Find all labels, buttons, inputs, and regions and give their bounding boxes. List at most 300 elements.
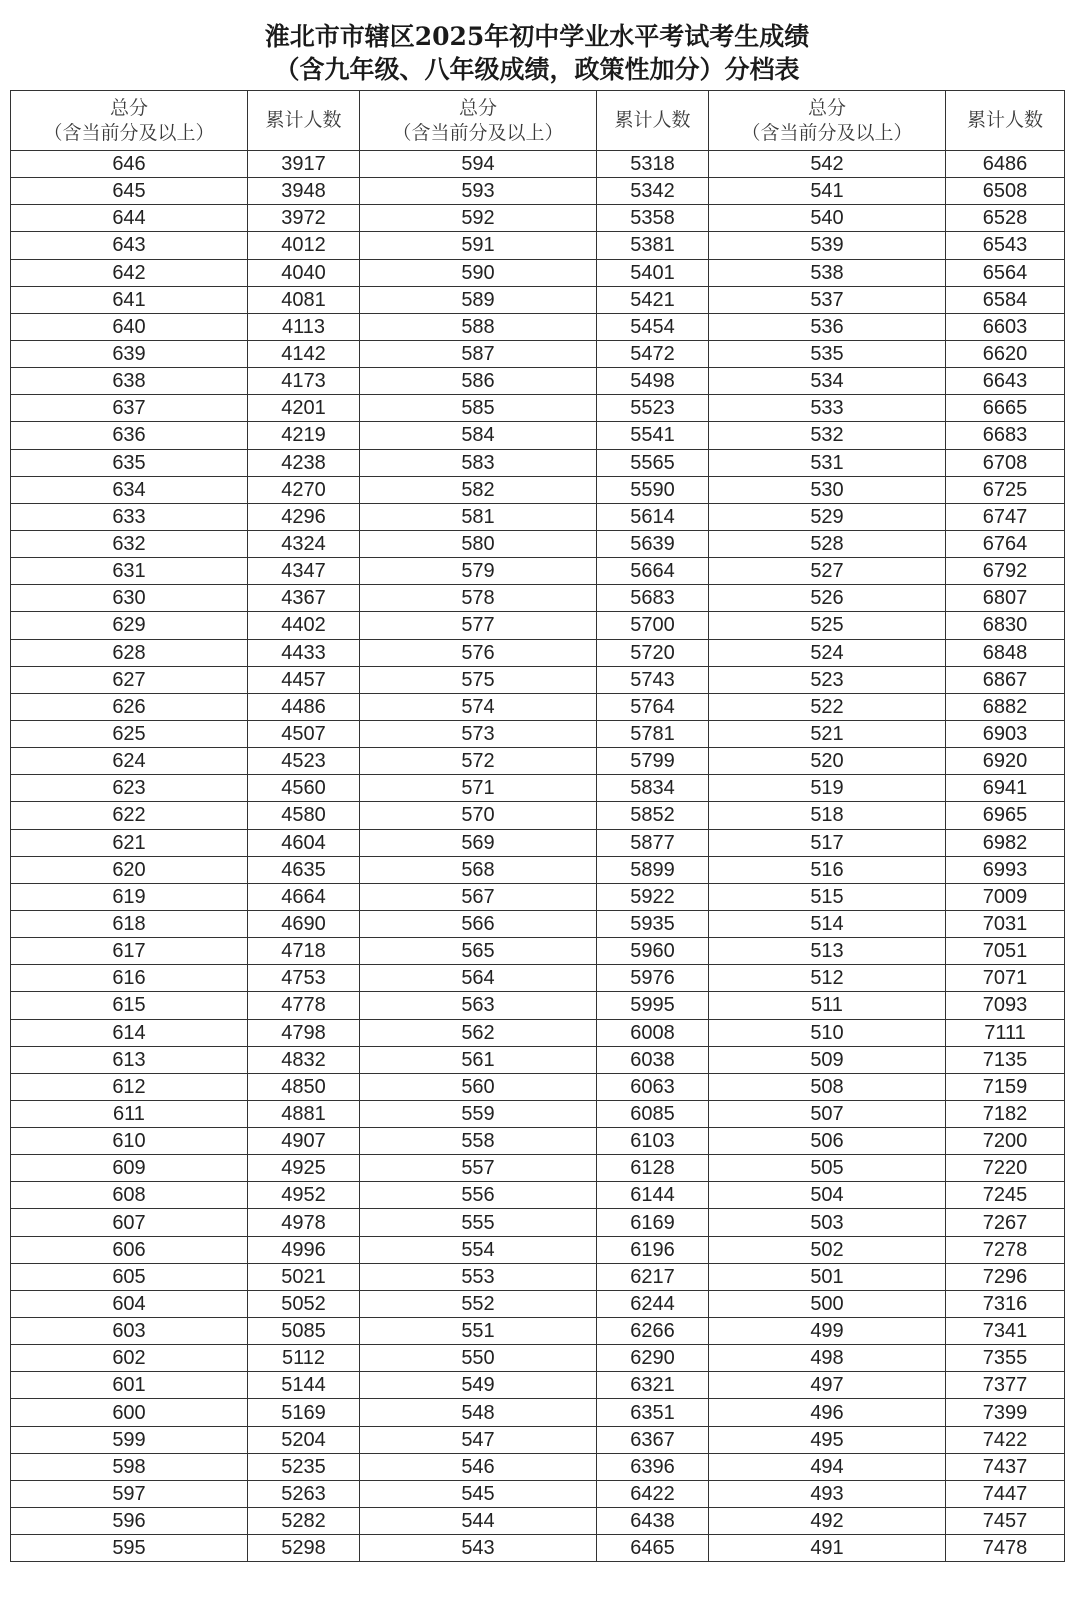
count-cell: 4347 [248, 558, 360, 585]
count-cell: 4201 [248, 395, 360, 422]
count-cell: 4798 [248, 1019, 360, 1046]
count-cell: 5523 [597, 395, 709, 422]
score-cell: 613 [11, 1046, 248, 1073]
count-cell: 5342 [597, 178, 709, 205]
score-cell: 612 [11, 1073, 248, 1100]
score-cell: 554 [360, 1236, 597, 1263]
count-cell: 5021 [248, 1263, 360, 1290]
count-cell: 4952 [248, 1182, 360, 1209]
count-cell: 7447 [946, 1480, 1065, 1507]
score-header-note: （含当前分及以上） [43, 121, 215, 144]
count-cell: 4560 [248, 775, 360, 802]
score-cell: 618 [11, 910, 248, 937]
count-cell: 6584 [946, 286, 1065, 313]
score-cell: 595 [11, 1535, 248, 1562]
document-subtitle: （含九年级、八年级成绩，政策性加分）分档表 [274, 55, 800, 84]
count-cell: 4081 [248, 286, 360, 313]
count-cell: 4925 [248, 1155, 360, 1182]
table-row [11, 775, 1065, 802]
count-cell: 6747 [946, 503, 1065, 530]
score-cell: 512 [709, 965, 946, 992]
score-cell: 494 [709, 1453, 946, 1480]
score-cell: 601 [11, 1372, 248, 1399]
score-cell: 532 [709, 422, 946, 449]
score-cell: 634 [11, 476, 248, 503]
count-cell: 6244 [597, 1290, 709, 1317]
score-cell: 642 [11, 259, 248, 286]
score-cell: 565 [360, 938, 597, 965]
score-cell: 644 [11, 205, 248, 232]
score-cell: 506 [709, 1128, 946, 1155]
count-cell: 4778 [248, 992, 360, 1019]
score-cell: 504 [709, 1182, 946, 1209]
score-cell: 617 [11, 938, 248, 965]
table-row [11, 910, 1065, 937]
score-cell: 599 [11, 1426, 248, 1453]
document-title: 淮北市市辖区2025年初中学业水平考试考生成绩 [264, 22, 810, 51]
count-cell: 4580 [248, 802, 360, 829]
count-column-header: 累计人数 [597, 91, 709, 151]
table-row [11, 1019, 1065, 1046]
count-cell: 7316 [946, 1290, 1065, 1317]
score-cell: 589 [360, 286, 597, 313]
table-row [11, 1182, 1065, 1209]
score-cell: 567 [360, 883, 597, 910]
table-row [11, 585, 1065, 612]
count-cell: 7031 [946, 910, 1065, 937]
count-cell: 7200 [946, 1128, 1065, 1155]
count-cell: 5683 [597, 585, 709, 612]
score-cell: 538 [709, 259, 946, 286]
score-cell: 593 [360, 178, 597, 205]
score-cell: 560 [360, 1073, 597, 1100]
score-cell: 491 [709, 1535, 946, 1562]
count-cell: 5664 [597, 558, 709, 585]
score-column-header [360, 91, 597, 151]
score-cell: 622 [11, 802, 248, 829]
count-cell: 6903 [946, 720, 1065, 747]
score-cell: 606 [11, 1236, 248, 1263]
table-row [11, 178, 1065, 205]
table-row [11, 422, 1065, 449]
score-cell: 577 [360, 612, 597, 639]
score-cell: 575 [360, 666, 597, 693]
score-cell: 499 [709, 1318, 946, 1345]
score-cell: 510 [709, 1019, 946, 1046]
score-cell: 572 [360, 748, 597, 775]
score-header-label: 总分 [109, 96, 148, 119]
table-row [11, 395, 1065, 422]
score-cell: 639 [11, 340, 248, 367]
score-cell: 516 [709, 856, 946, 883]
score-cell: 545 [360, 1480, 597, 1507]
score-cell: 628 [11, 639, 248, 666]
count-cell: 4604 [248, 829, 360, 856]
score-cell: 632 [11, 530, 248, 557]
score-cell: 503 [709, 1209, 946, 1236]
score-cell: 501 [709, 1263, 946, 1290]
count-cell: 7278 [946, 1236, 1065, 1263]
table-row [11, 449, 1065, 476]
score-cell: 533 [709, 395, 946, 422]
score-cell: 588 [360, 313, 597, 340]
score-cell: 581 [360, 503, 597, 530]
count-cell: 5421 [597, 286, 709, 313]
count-cell: 7220 [946, 1155, 1065, 1182]
score-cell: 574 [360, 693, 597, 720]
score-cell: 605 [11, 1263, 248, 1290]
count-cell: 7009 [946, 883, 1065, 910]
score-cell: 498 [709, 1345, 946, 1372]
count-cell: 6965 [946, 802, 1065, 829]
score-cell: 558 [360, 1128, 597, 1155]
count-cell: 4996 [248, 1236, 360, 1263]
count-cell: 5169 [248, 1399, 360, 1426]
score-cell: 580 [360, 530, 597, 557]
count-cell: 5995 [597, 992, 709, 1019]
table-row [11, 1480, 1065, 1507]
count-cell: 7159 [946, 1073, 1065, 1100]
table-row [11, 829, 1065, 856]
count-cell: 5401 [597, 259, 709, 286]
score-cell: 630 [11, 585, 248, 612]
count-cell: 6792 [946, 558, 1065, 585]
count-cell: 6543 [946, 232, 1065, 259]
count-cell: 6266 [597, 1318, 709, 1345]
count-cell: 5935 [597, 910, 709, 937]
score-cell: 615 [11, 992, 248, 1019]
count-cell: 6920 [946, 748, 1065, 775]
count-cell: 6422 [597, 1480, 709, 1507]
score-cell: 566 [360, 910, 597, 937]
count-cell: 6169 [597, 1209, 709, 1236]
count-cell: 4324 [248, 530, 360, 557]
count-cell: 4457 [248, 666, 360, 693]
count-cell: 5112 [248, 1345, 360, 1372]
count-cell: 5960 [597, 938, 709, 965]
score-cell: 626 [11, 693, 248, 720]
score-cell: 563 [360, 992, 597, 1019]
score-cell: 544 [360, 1508, 597, 1535]
score-cell: 609 [11, 1155, 248, 1182]
score-cell: 570 [360, 802, 597, 829]
count-cell: 6708 [946, 449, 1065, 476]
count-cell: 3948 [248, 178, 360, 205]
count-cell: 7399 [946, 1399, 1065, 1426]
score-cell: 515 [709, 883, 946, 910]
score-cell: 608 [11, 1182, 248, 1209]
count-cell: 5498 [597, 368, 709, 395]
table-row [11, 205, 1065, 232]
count-cell: 5358 [597, 205, 709, 232]
count-cell: 6807 [946, 585, 1065, 612]
count-cell: 6683 [946, 422, 1065, 449]
score-cell: 543 [360, 1535, 597, 1562]
count-cell: 7457 [946, 1508, 1065, 1535]
table-row [11, 1508, 1065, 1535]
score-cell: 524 [709, 639, 946, 666]
score-header-label: 总分 [807, 96, 846, 119]
count-cell: 6321 [597, 1372, 709, 1399]
table-row [11, 1046, 1065, 1073]
score-cell: 629 [11, 612, 248, 639]
count-cell: 6085 [597, 1100, 709, 1127]
score-cell: 586 [360, 368, 597, 395]
score-cell: 500 [709, 1290, 946, 1317]
score-cell: 531 [709, 449, 946, 476]
score-cell: 578 [360, 585, 597, 612]
score-cell: 520 [709, 748, 946, 775]
table-row [11, 368, 1065, 395]
score-cell: 579 [360, 558, 597, 585]
count-cell: 5204 [248, 1426, 360, 1453]
count-cell: 4907 [248, 1128, 360, 1155]
table-row [11, 259, 1065, 286]
table-row [11, 693, 1065, 720]
table-row [11, 1372, 1065, 1399]
score-cell: 604 [11, 1290, 248, 1317]
table-row [11, 666, 1065, 693]
count-cell: 7267 [946, 1209, 1065, 1236]
count-cell: 7051 [946, 938, 1065, 965]
score-cell: 527 [709, 558, 946, 585]
count-cell: 5381 [597, 232, 709, 259]
table-row [11, 530, 1065, 557]
table-row [11, 232, 1065, 259]
table-row [11, 938, 1065, 965]
score-cell: 623 [11, 775, 248, 802]
count-cell: 4753 [248, 965, 360, 992]
count-cell: 5781 [597, 720, 709, 747]
count-cell: 4523 [248, 748, 360, 775]
table-row [11, 1128, 1065, 1155]
count-cell: 6882 [946, 693, 1065, 720]
table-row [11, 1155, 1065, 1182]
count-cell: 7422 [946, 1426, 1065, 1453]
score-cell: 517 [709, 829, 946, 856]
score-cell: 495 [709, 1426, 946, 1453]
score-column-header [709, 91, 946, 151]
score-cell: 540 [709, 205, 946, 232]
count-cell: 4040 [248, 259, 360, 286]
score-cell: 559 [360, 1100, 597, 1127]
table-row [11, 883, 1065, 910]
score-cell: 598 [11, 1453, 248, 1480]
count-cell: 7093 [946, 992, 1065, 1019]
count-cell: 4296 [248, 503, 360, 530]
table-row [11, 476, 1065, 503]
score-cell: 627 [11, 666, 248, 693]
count-cell: 4012 [248, 232, 360, 259]
count-cell: 7377 [946, 1372, 1065, 1399]
score-cell: 550 [360, 1345, 597, 1372]
score-cell: 553 [360, 1263, 597, 1290]
score-cell: 592 [360, 205, 597, 232]
score-cell: 528 [709, 530, 946, 557]
score-cell: 505 [709, 1155, 946, 1182]
score-cell: 600 [11, 1399, 248, 1426]
count-cell: 4881 [248, 1100, 360, 1127]
score-cell: 522 [709, 693, 946, 720]
count-cell: 4635 [248, 856, 360, 883]
score-cell: 537 [709, 286, 946, 313]
count-cell: 5085 [248, 1318, 360, 1345]
score-cell: 547 [360, 1426, 597, 1453]
table-header-row [11, 91, 1065, 151]
count-cell: 6290 [597, 1345, 709, 1372]
score-cell: 511 [709, 992, 946, 1019]
count-cell: 7478 [946, 1535, 1065, 1562]
score-cell: 576 [360, 639, 597, 666]
score-header-note: （含当前分及以上） [741, 121, 913, 144]
count-cell: 7071 [946, 965, 1065, 992]
score-cell: 569 [360, 829, 597, 856]
count-cell: 6564 [946, 259, 1065, 286]
count-cell: 4832 [248, 1046, 360, 1073]
score-cell: 496 [709, 1399, 946, 1426]
count-cell: 4367 [248, 585, 360, 612]
score-cell: 497 [709, 1372, 946, 1399]
count-cell: 4270 [248, 476, 360, 503]
count-cell: 6620 [946, 340, 1065, 367]
score-cell: 621 [11, 829, 248, 856]
count-cell: 5720 [597, 639, 709, 666]
table-row [11, 558, 1065, 585]
score-column-header [11, 91, 248, 151]
count-cell: 5565 [597, 449, 709, 476]
score-cell: 597 [11, 1480, 248, 1507]
score-cell: 536 [709, 313, 946, 340]
count-cell: 7245 [946, 1182, 1065, 1209]
count-cell: 6982 [946, 829, 1065, 856]
count-cell: 5282 [248, 1508, 360, 1535]
score-cell: 638 [11, 368, 248, 395]
count-cell: 7135 [946, 1046, 1065, 1073]
score-cell: 610 [11, 1128, 248, 1155]
count-cell: 4664 [248, 883, 360, 910]
count-cell: 5318 [597, 151, 709, 178]
score-cell: 562 [360, 1019, 597, 1046]
score-cell: 571 [360, 775, 597, 802]
count-cell: 6603 [946, 313, 1065, 340]
score-cell: 582 [360, 476, 597, 503]
score-cell: 591 [360, 232, 597, 259]
score-cell: 521 [709, 720, 946, 747]
score-cell: 616 [11, 965, 248, 992]
count-cell: 5298 [248, 1535, 360, 1562]
table-row [11, 1263, 1065, 1290]
score-cell: 492 [709, 1508, 946, 1535]
table-row [11, 1426, 1065, 1453]
score-cell: 619 [11, 883, 248, 910]
score-cell: 587 [360, 340, 597, 367]
count-cell: 5834 [597, 775, 709, 802]
score-cell: 539 [709, 232, 946, 259]
count-cell: 6103 [597, 1128, 709, 1155]
score-cell: 525 [709, 612, 946, 639]
score-cell: 534 [709, 368, 946, 395]
count-cell: 5976 [597, 965, 709, 992]
score-cell: 541 [709, 178, 946, 205]
score-cell: 508 [709, 1073, 946, 1100]
score-cell: 643 [11, 232, 248, 259]
table-row [11, 748, 1065, 775]
table-row [11, 856, 1065, 883]
score-cell: 557 [360, 1155, 597, 1182]
score-header-note: （含当前分及以上） [392, 121, 564, 144]
table-row [11, 802, 1065, 829]
score-cell: 568 [360, 856, 597, 883]
count-cell: 7111 [946, 1019, 1065, 1046]
count-cell: 4113 [248, 313, 360, 340]
score-cell: 561 [360, 1046, 597, 1073]
count-cell: 5743 [597, 666, 709, 693]
count-cell: 5263 [248, 1480, 360, 1507]
score-cell: 551 [360, 1318, 597, 1345]
count-cell: 6528 [946, 205, 1065, 232]
score-cell: 603 [11, 1318, 248, 1345]
score-cell: 585 [360, 395, 597, 422]
count-cell: 6438 [597, 1508, 709, 1535]
count-cell: 6725 [946, 476, 1065, 503]
table-row [11, 340, 1065, 367]
table-body [11, 151, 1065, 1562]
count-cell: 6196 [597, 1236, 709, 1263]
count-cell: 6465 [597, 1535, 709, 1562]
score-header-label: 总分 [458, 96, 497, 119]
table-row [11, 151, 1065, 178]
count-cell: 4219 [248, 422, 360, 449]
table-row [11, 1399, 1065, 1426]
score-cell: 549 [360, 1372, 597, 1399]
score-cell: 556 [360, 1182, 597, 1209]
score-cell: 607 [11, 1209, 248, 1236]
score-cell: 635 [11, 449, 248, 476]
count-column-header: 累计人数 [946, 91, 1065, 151]
count-column-header: 累计人数 [248, 91, 360, 151]
table-row [11, 1535, 1065, 1562]
count-cell: 3972 [248, 205, 360, 232]
count-cell: 6643 [946, 368, 1065, 395]
table-row [11, 1236, 1065, 1263]
count-cell: 6848 [946, 639, 1065, 666]
score-cell: 602 [11, 1345, 248, 1372]
count-cell: 6486 [946, 151, 1065, 178]
count-cell: 5799 [597, 748, 709, 775]
count-cell: 7296 [946, 1263, 1065, 1290]
count-cell: 5639 [597, 530, 709, 557]
count-cell: 6063 [597, 1073, 709, 1100]
count-cell: 5052 [248, 1290, 360, 1317]
score-cell: 535 [709, 340, 946, 367]
table-row [11, 612, 1065, 639]
score-cell: 573 [360, 720, 597, 747]
score-cell: 641 [11, 286, 248, 313]
count-cell: 7355 [946, 1345, 1065, 1372]
count-cell: 5472 [597, 340, 709, 367]
count-cell: 5764 [597, 693, 709, 720]
score-cell: 640 [11, 313, 248, 340]
count-cell: 4690 [248, 910, 360, 937]
count-cell: 4433 [248, 639, 360, 666]
score-cell: 594 [360, 151, 597, 178]
score-cell: 583 [360, 449, 597, 476]
score-cell: 523 [709, 666, 946, 693]
score-cell: 507 [709, 1100, 946, 1127]
count-cell: 6993 [946, 856, 1065, 883]
count-cell: 4238 [248, 449, 360, 476]
score-cell: 624 [11, 748, 248, 775]
